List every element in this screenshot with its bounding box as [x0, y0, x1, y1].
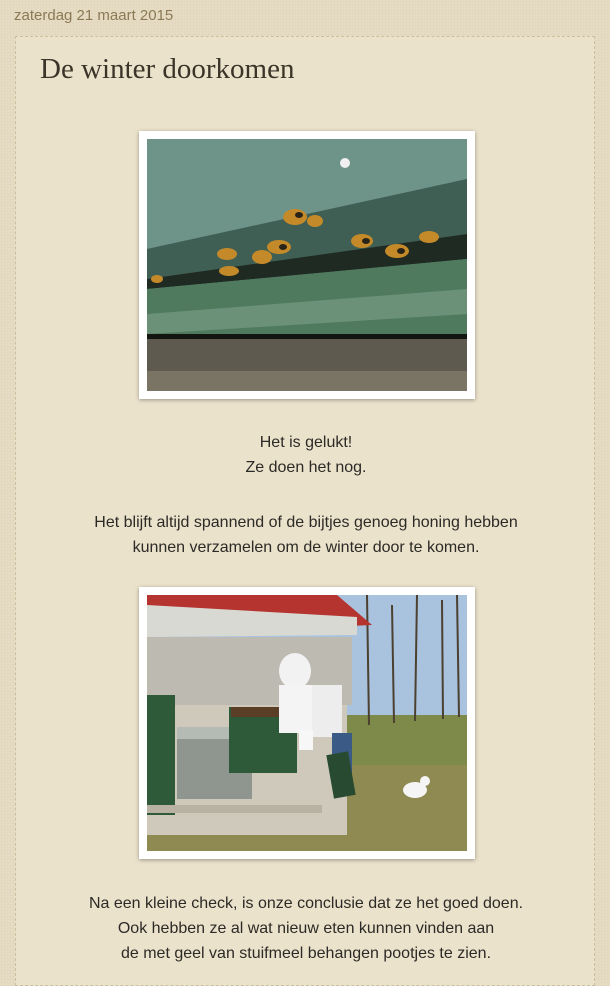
paragraph-2-line-2: kunnen verzamelen om de winter door te komen.: [132, 539, 480, 556]
post-date[interactable]: zaterdag 21 maart 2015: [14, 7, 174, 24]
paragraph-3-line-3: de met geel van stuifmeel behangen pootjes te zien.: [120, 945, 492, 962]
paragraph-2: [16, 510, 596, 560]
paragraph-1-line-1: Het is gelukt!: [259, 434, 353, 451]
paragraph-2-line-1: Het blijft altijd spannend of de bijtjes genoeg honing hebben: [94, 514, 518, 531]
beekeeper-photo[interactable]: [139, 587, 475, 859]
paragraph-1: [16, 430, 596, 480]
blog-post: [15, 36, 595, 986]
post-title[interactable]: De winter doorkomen: [40, 53, 295, 85]
paragraph-1-line-2: Ze doen het nog.: [245, 459, 367, 476]
bees-at-hive-image: [147, 139, 467, 391]
bee-hive-entrance-photo[interactable]: [139, 131, 475, 399]
paragraph-3-line-1: Na een kleine check, is onze conclusie dat ze het goed doen.: [88, 895, 524, 912]
beekeeper-at-hives-image: [147, 595, 467, 851]
paragraph-3: [16, 891, 596, 966]
paragraph-3-line-2: Ook hebben ze al wat nieuw eten kunnen vinden aan: [117, 920, 495, 937]
